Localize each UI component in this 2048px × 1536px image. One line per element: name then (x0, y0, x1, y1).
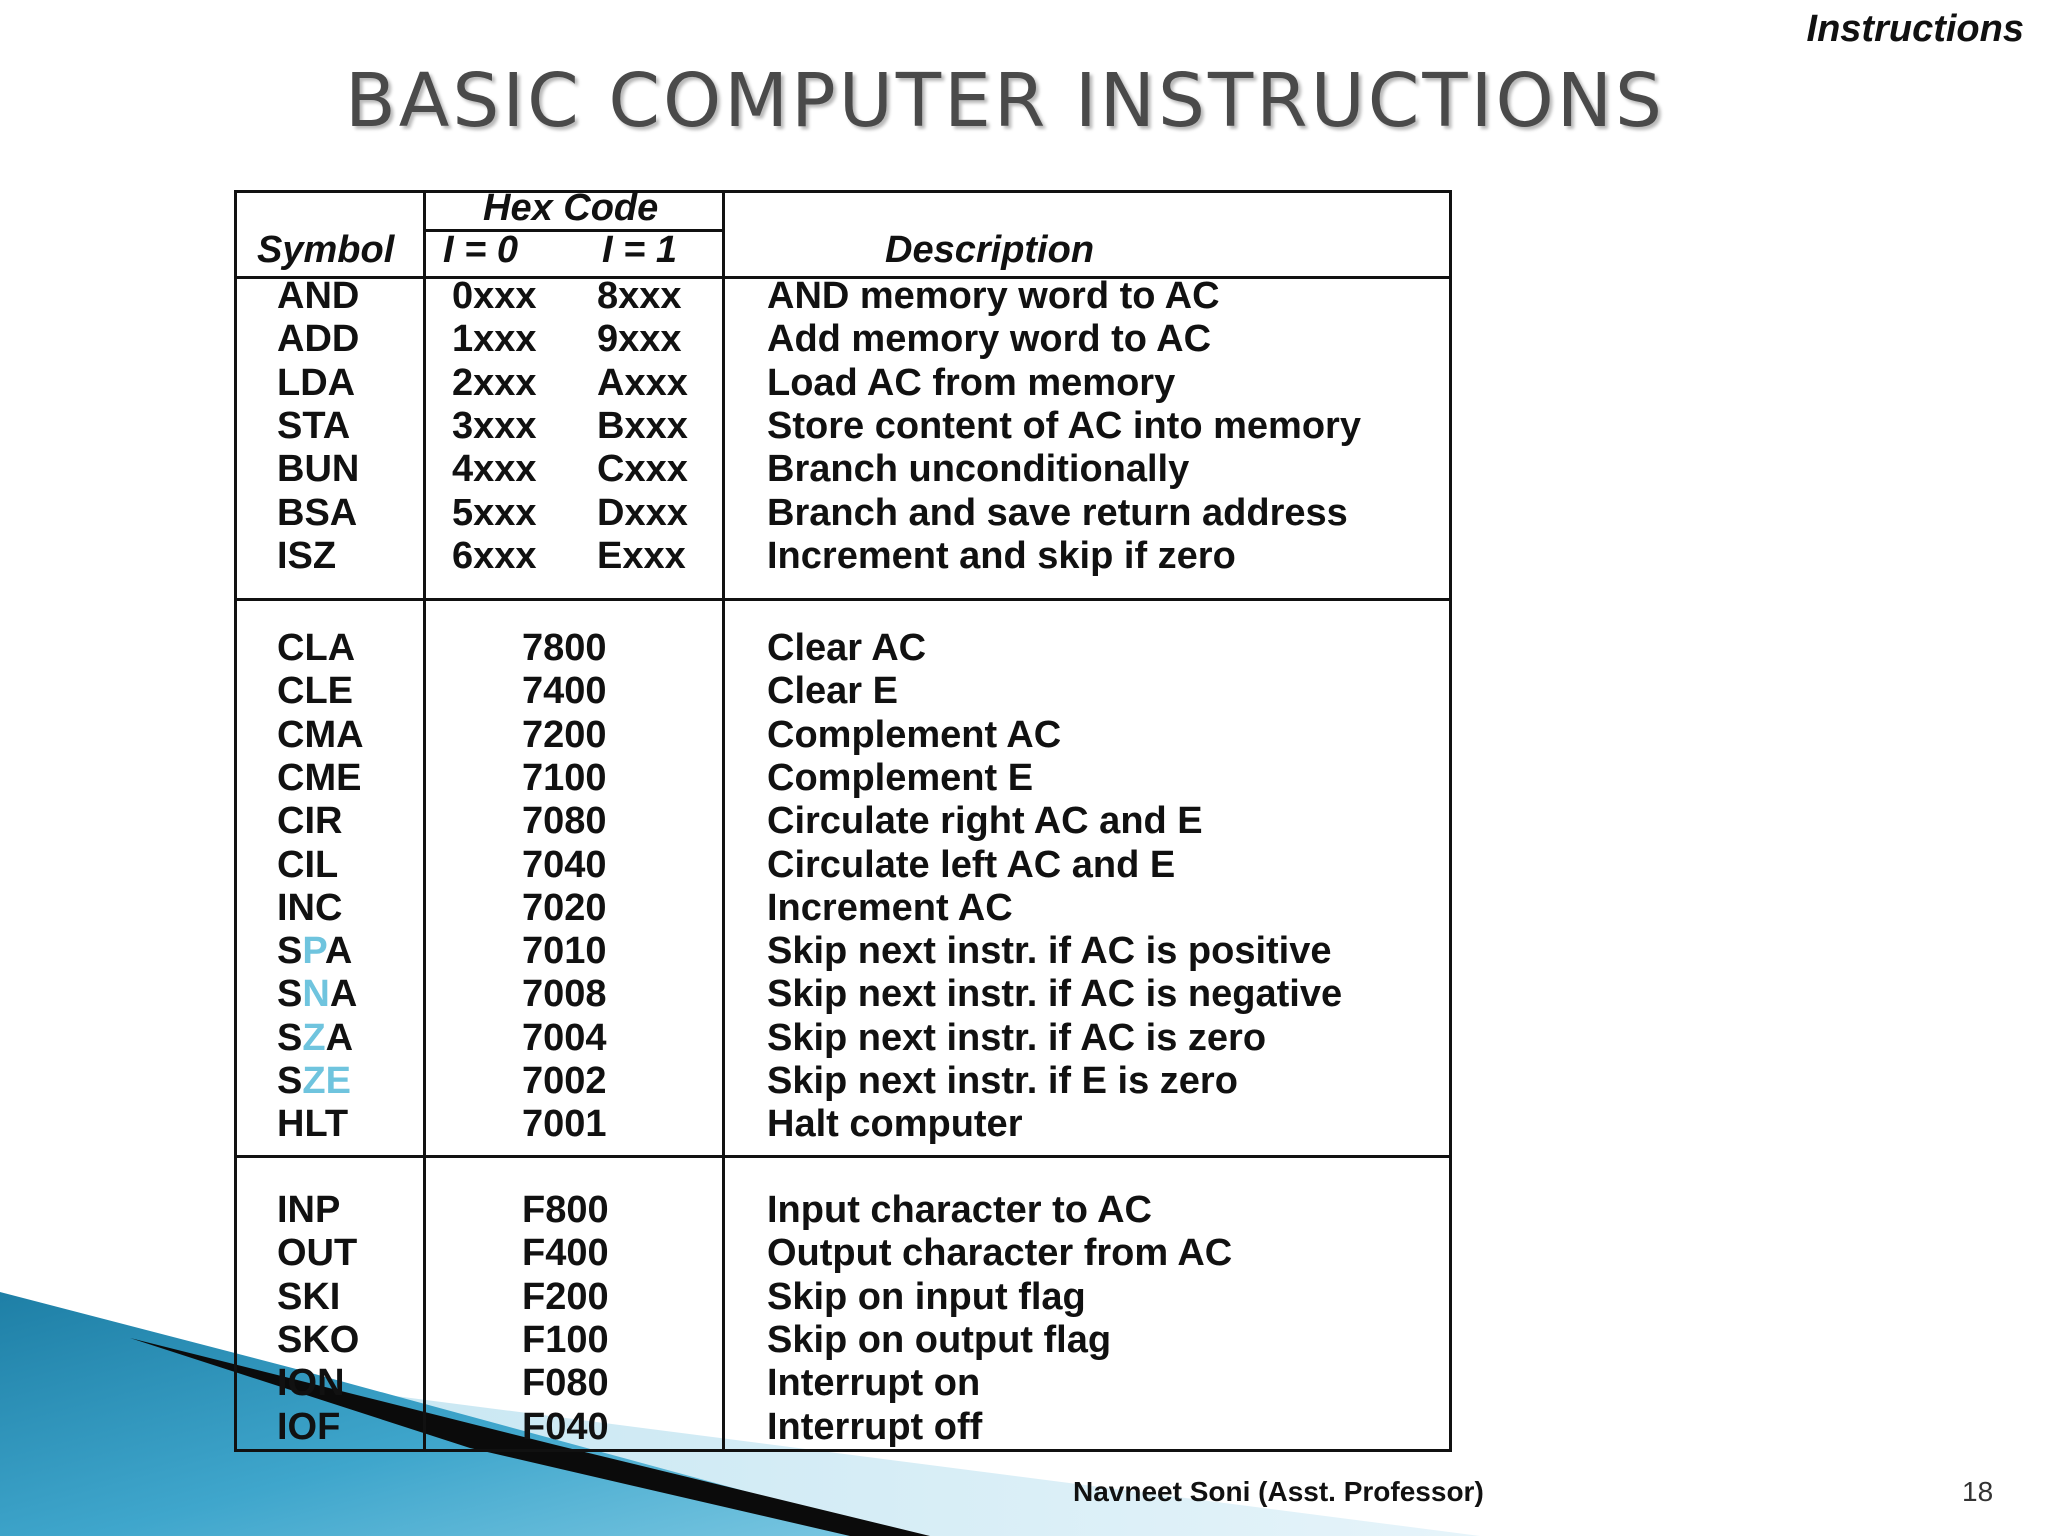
symbol-highlight: ZE (302, 1060, 351, 1102)
symbol-highlight: P (302, 930, 325, 973)
table-row (237, 800, 1449, 843)
header-i1: I = 1 (602, 229, 677, 271)
hex-cell: 7001 (522, 1103, 607, 1146)
description-cell: Complement AC (767, 713, 1062, 756)
hex-i1-cell: 8xxx (597, 275, 682, 317)
hex-cell: F100 (522, 1318, 609, 1361)
table-row (237, 1017, 1449, 1060)
symbol-part: S (277, 930, 303, 973)
table-row (237, 930, 1449, 973)
table-row (237, 405, 1449, 448)
hex-i1-cell: 9xxx (597, 318, 682, 361)
symbol-cell: HLT (277, 1103, 349, 1146)
symbol-cell: BSA (277, 491, 358, 534)
description-cell: Load AC from memory (767, 361, 1176, 404)
symbol-highlight: N (302, 973, 330, 1016)
hex-i0-cell: 6xxx (452, 534, 537, 577)
description-cell: Increment and skip if zero (767, 534, 1236, 577)
description-cell: AND memory word to AC (767, 275, 1220, 317)
description-cell: Interrupt off (767, 1405, 983, 1448)
description-cell: Skip next instr. if AC is zero (767, 1016, 1267, 1059)
description-cell: Branch unconditionally (767, 448, 1190, 491)
description-cell: Increment AC (767, 886, 1013, 929)
table-row (237, 362, 1449, 405)
description-cell: Halt computer (767, 1103, 1023, 1146)
table-row (237, 1406, 1449, 1449)
symbol-part: A (325, 1016, 354, 1059)
hex-cell: 7080 (522, 800, 607, 843)
symbol-cell: CLA (277, 627, 356, 669)
hex-cell: F080 (522, 1362, 609, 1405)
hex-cell: 7002 (522, 1060, 607, 1102)
description-cell: Circulate right AC and E (767, 800, 1203, 843)
hex-i1-cell: Cxxx (597, 448, 688, 491)
symbol-cell: CMA (277, 713, 364, 756)
symbol-cell: CIL (277, 843, 339, 886)
symbol-part: A (324, 930, 353, 973)
header-symbol: Symbol (257, 229, 395, 271)
table-row (237, 275, 1449, 318)
table-row (237, 1362, 1449, 1405)
symbol-cell (277, 973, 357, 1016)
hex-i1-cell: Dxxx (597, 491, 688, 534)
symbol-cell: SKI (277, 1275, 341, 1318)
hex-cell: F200 (522, 1275, 609, 1318)
table-row (237, 844, 1449, 887)
slide-title: BASIC COMPUTER INSTRUCTIONS (345, 58, 1666, 144)
hex-cell: F800 (522, 1189, 609, 1231)
table-row (237, 535, 1449, 578)
hex-cell: 7020 (522, 886, 607, 929)
hex-i1-cell: Axxx (597, 361, 688, 404)
hex-cell: 7008 (522, 973, 607, 1016)
symbol-cell: INP (277, 1189, 341, 1231)
symbol-cell (277, 930, 352, 973)
symbol-part: S (277, 1060, 303, 1102)
description-cell: Output character from AC (767, 1232, 1233, 1275)
description-cell: Skip on input flag (767, 1275, 1086, 1318)
hex-cell: 7100 (522, 756, 607, 799)
hex-cell: 7200 (522, 713, 607, 756)
table-row (237, 1060, 1449, 1103)
symbol-cell: CLE (277, 670, 353, 713)
hex-i0-cell: 5xxx (452, 491, 537, 534)
symbol-highlight: Z (302, 1016, 326, 1059)
symbol-cell: OUT (277, 1232, 358, 1275)
header-description: Description (885, 229, 1095, 271)
footer-author: Navneet Soni (Asst. Professor) (1073, 1476, 1484, 1507)
table-row (237, 448, 1449, 491)
hex-cell: 7400 (522, 670, 607, 713)
description-cell: Add memory word to AC (767, 318, 1212, 361)
hex-i0-cell: 0xxx (452, 275, 537, 317)
symbol-cell: ADD (277, 318, 360, 361)
hex-cell: 7040 (522, 843, 607, 886)
section-label: Instructions (1806, 8, 2024, 50)
symbol-part: A (329, 973, 358, 1016)
hex-cell: 7800 (522, 627, 607, 669)
symbol-cell: INC (277, 886, 343, 929)
hex-cell: F040 (522, 1405, 609, 1448)
symbol-cell (277, 1017, 353, 1060)
hex-cell: F400 (522, 1232, 609, 1275)
hex-i0-cell: 4xxx (452, 448, 537, 491)
symbol-cell (277, 1060, 351, 1103)
description-cell: Complement E (767, 756, 1034, 799)
description-cell: Skip next instr. if AC is negative (767, 973, 1343, 1016)
table-row (237, 1276, 1449, 1319)
description-cell: Input character to AC (767, 1189, 1152, 1231)
header-hex-code: Hex Code (483, 187, 659, 229)
table-row (237, 670, 1449, 713)
page-number: 18 (1962, 1476, 1994, 1507)
hex-i0-cell: 3xxx (452, 404, 537, 447)
symbol-cell: STA (277, 404, 351, 447)
table-row (237, 492, 1449, 535)
table-row (237, 318, 1449, 361)
table-row (237, 1103, 1449, 1146)
table-row (237, 627, 1449, 670)
hex-i0-cell: 1xxx (452, 318, 537, 361)
group-divider-1 (237, 598, 1449, 601)
description-cell: Branch and save return address (767, 491, 1348, 534)
symbol-cell: ION (277, 1362, 345, 1405)
hex-cell: 7004 (522, 1016, 607, 1059)
hex-i1-cell: Bxxx (597, 404, 688, 447)
symbol-cell: AND (277, 275, 360, 317)
description-cell: Interrupt on (767, 1362, 981, 1405)
symbol-cell: CME (277, 756, 362, 799)
symbol-cell: IOF (277, 1405, 341, 1448)
hex-i1-cell: Exxx (597, 534, 686, 577)
header-i0: I = 0 (443, 229, 518, 271)
symbol-cell: LDA (277, 361, 356, 404)
description-cell: Store content of AC into memory (767, 404, 1361, 447)
group-divider-2 (237, 1155, 1449, 1158)
description-cell: Circulate left AC and E (767, 843, 1176, 886)
table-row (237, 1232, 1449, 1275)
table-row (237, 973, 1449, 1016)
description-cell: Clear AC (767, 627, 927, 669)
description-cell: Skip next instr. if E is zero (767, 1060, 1238, 1102)
symbol-cell: ISZ (277, 534, 337, 577)
table-row (237, 1189, 1449, 1232)
table-row (237, 714, 1449, 757)
description-cell: Clear E (767, 670, 898, 713)
hex-i0-cell: 2xxx (452, 361, 537, 404)
table-row (237, 1319, 1449, 1362)
symbol-part: S (277, 1016, 303, 1059)
symbol-cell: BUN (277, 448, 360, 491)
table-row (237, 887, 1449, 930)
instruction-table (234, 187, 1452, 1452)
symbol-cell: SKO (277, 1318, 360, 1361)
description-cell: Skip next instr. if AC is positive (767, 930, 1332, 973)
hex-cell: 7010 (522, 930, 607, 973)
symbol-cell: CIR (277, 800, 343, 843)
table-row (237, 757, 1449, 800)
description-cell: Skip on output flag (767, 1318, 1112, 1361)
symbol-part: S (277, 973, 303, 1016)
